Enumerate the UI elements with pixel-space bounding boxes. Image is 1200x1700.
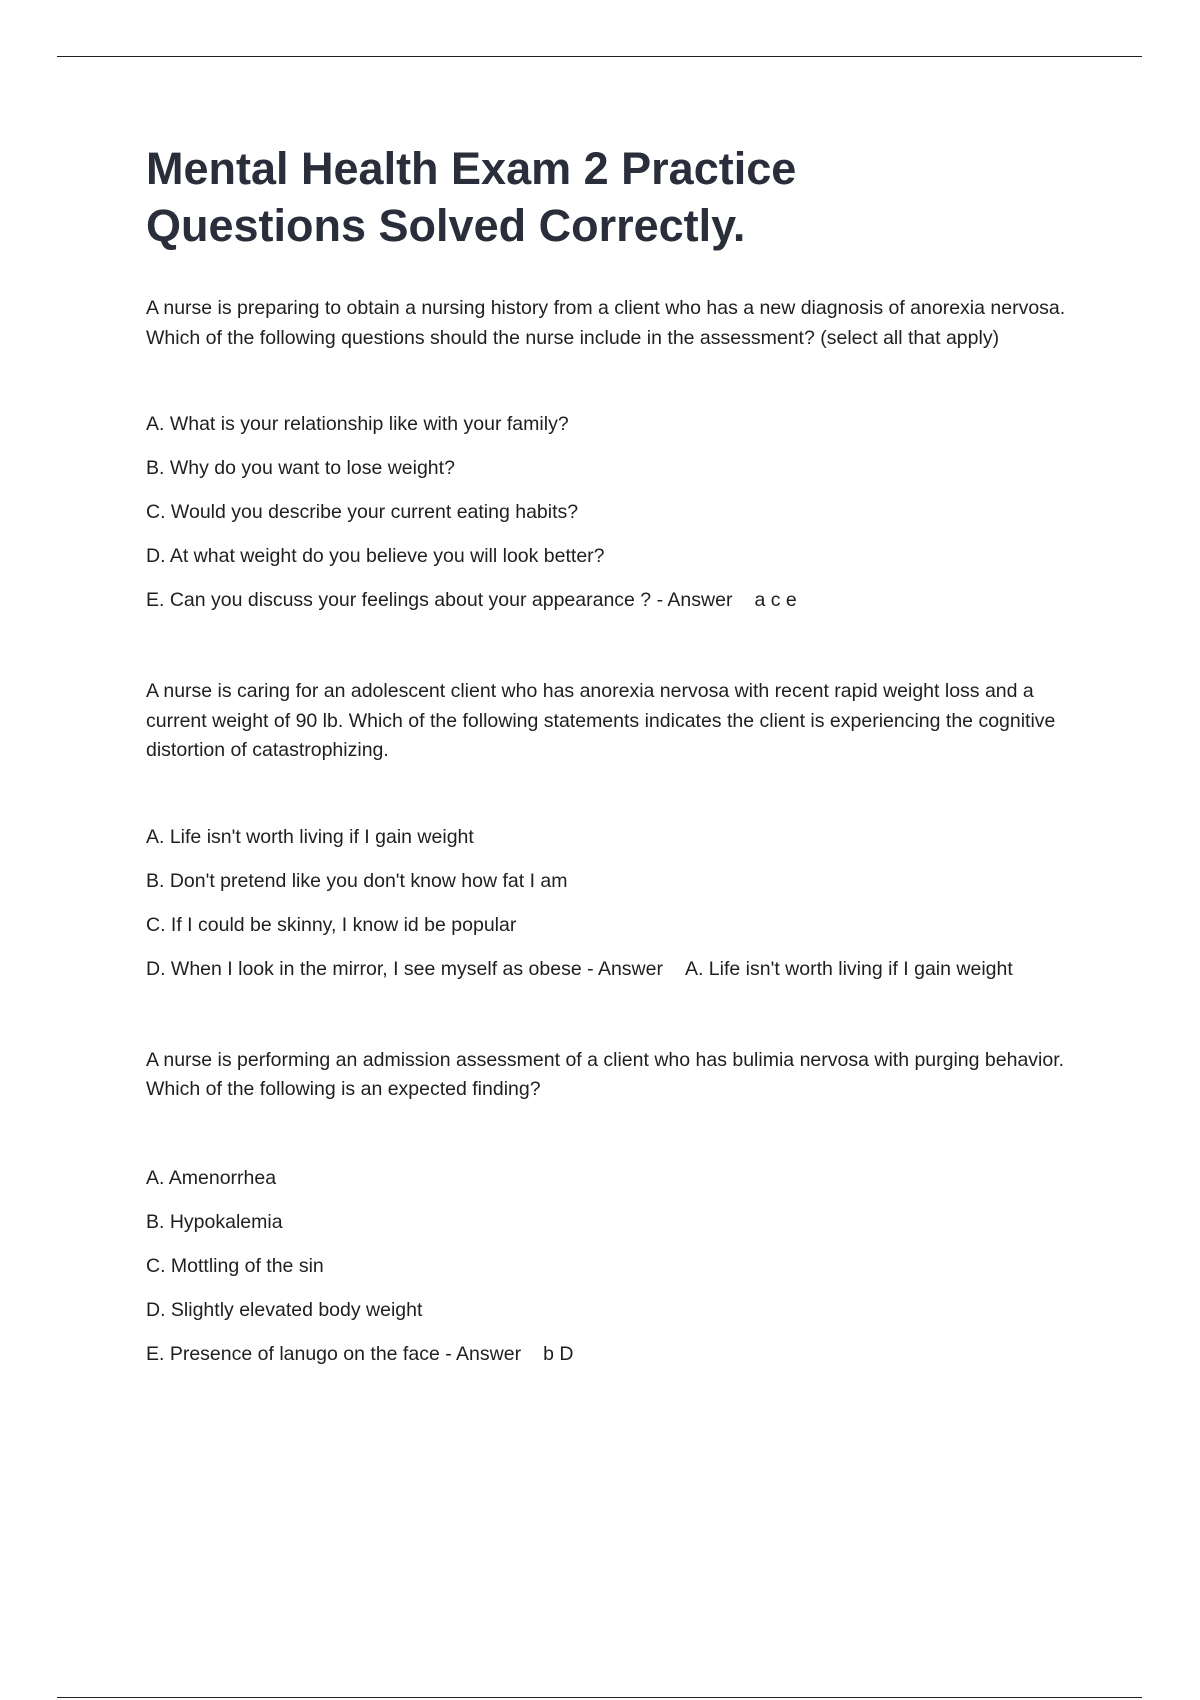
option-item-with-answer (146, 958, 1076, 981)
option-item: B. Don't pretend like you don't know how fat I am (146, 869, 568, 892)
option-list (146, 826, 1076, 981)
option-item: A. What is your relationship like with your family? (146, 413, 569, 435)
option-text: E. Presence of lanugo on the face (146, 1342, 440, 1365)
option-item: C. If I could be skinny, I know id be popular (146, 913, 517, 936)
option-text: E. Can you discuss your feelings about your appearance ? (146, 589, 652, 611)
question-block-3 (146, 1046, 1076, 1366)
option-list (146, 413, 1076, 612)
answer-prefix: - Answer (439, 1342, 522, 1365)
question-stem: A nurse is caring for an adolescent client who has anorexia nervosa with recent rapid weight loss and a current weight of 90 lb. Which of the following statements indicates the client is experiencing the cognitive distortion of catastrophizing. (146, 680, 1056, 761)
option-item: A. Life isn't worth living if I gain weight (146, 825, 474, 848)
option-item: B. Hypokalemia (146, 1210, 283, 1233)
question-stem: A nurse is performing an admission assessment of a client who has bulimia nervosa with purging behavior. Which of the following is an expected finding? (146, 1048, 1065, 1100)
title-line-1: Mental Health Exam 2 Practice (146, 143, 797, 194)
top-rule (57, 56, 1142, 57)
answer-text: b D (543, 1342, 574, 1365)
page-title (146, 140, 1076, 254)
document-body (146, 140, 1076, 1366)
question-block-2 (146, 677, 1076, 981)
question-block-1 (146, 294, 1076, 612)
option-item-with-answer (146, 589, 1076, 612)
option-list (146, 1167, 1076, 1366)
answer-text: a c e (754, 589, 797, 611)
option-item: D. At what weight do you believe you will look better? (146, 545, 605, 567)
bottom-rule (57, 1697, 1142, 1698)
option-item: B. Why do you want to lose weight? (146, 457, 455, 479)
option-item-with-answer (146, 1343, 1076, 1366)
option-text: D. When I look in the mirror, I see myself as obese (146, 957, 582, 980)
option-item: A. Amenorrhea (146, 1166, 277, 1189)
option-item: C. Would you describe your current eating habits? (146, 501, 579, 523)
answer-text: A. Life isn't worth living if I gain weight (684, 957, 1013, 980)
title-line-2: Questions Solved Correctly. (146, 200, 746, 251)
option-item: D. Slightly elevated body weight (146, 1298, 423, 1321)
question-stem: A nurse is preparing to obtain a nursing history from a client who has a new diagnosis of anorexia nervosa. Which of the following questions should the nurse include in the assessment? (select all that apply) (146, 297, 1066, 349)
option-item: C. Mottling of the sin (146, 1254, 324, 1277)
answer-prefix: - Answer (651, 589, 733, 611)
answer-prefix: - Answer (581, 957, 663, 980)
